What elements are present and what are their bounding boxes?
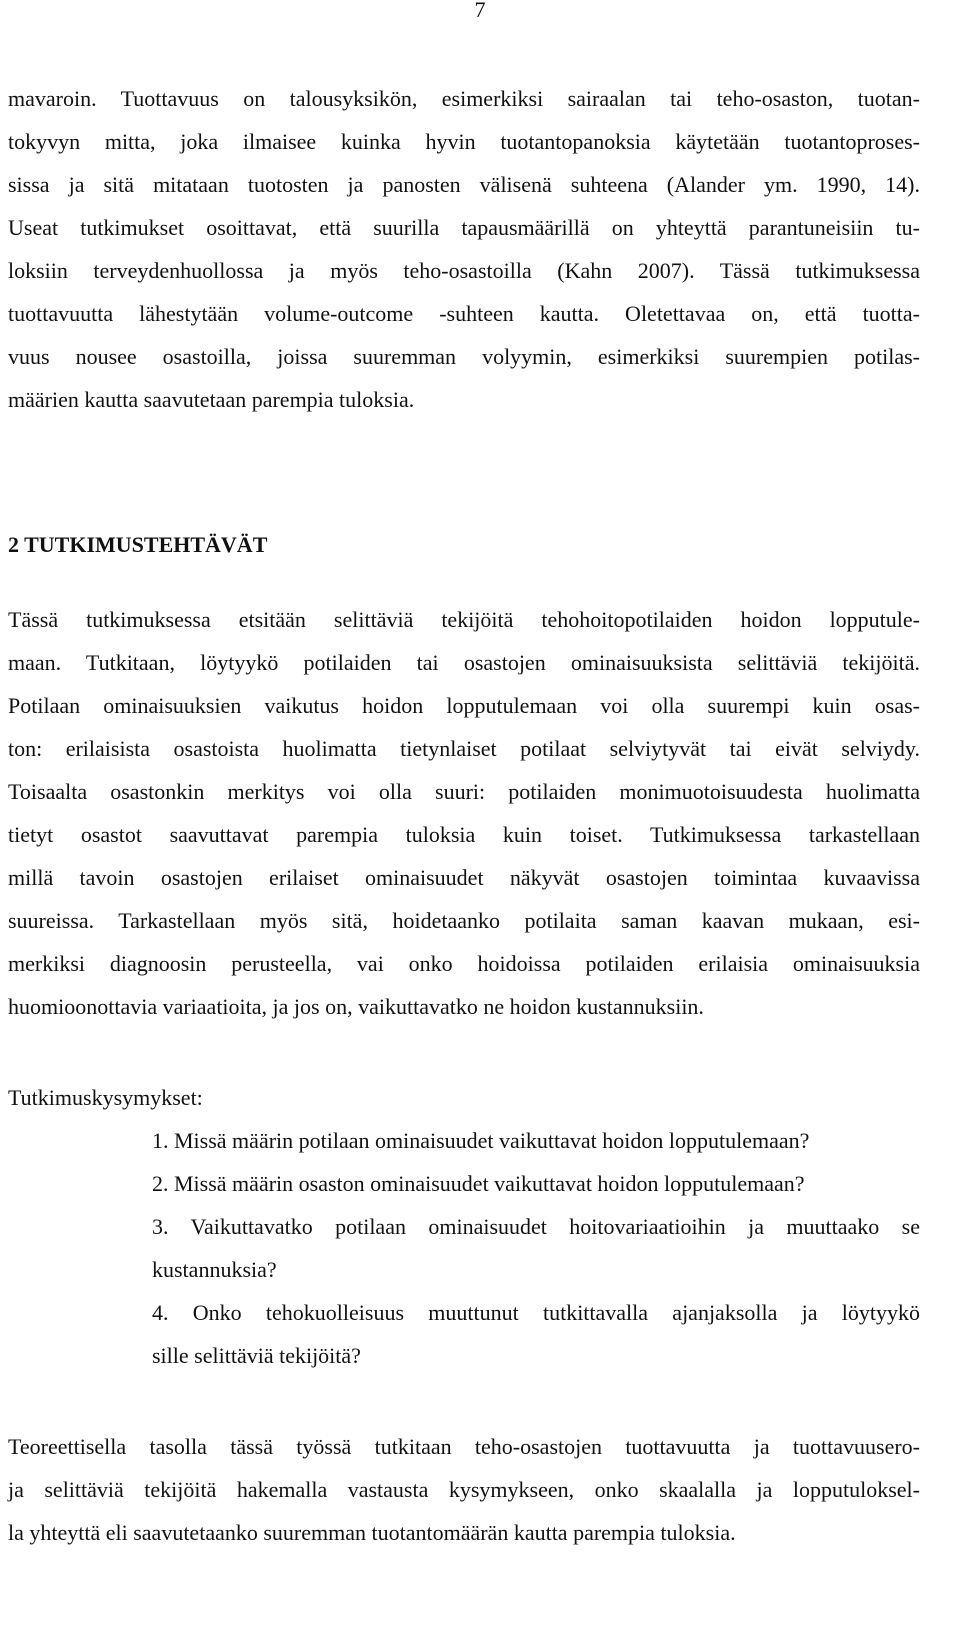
text-line: millä tavoin osastojen erilaiset ominaisuudet näkyvät osastojen toimintaa kuvaavissa [8,865,920,890]
list-item: 3. Vaikuttavatko potilaan ominaisuudet hoitovariaatioihin ja muuttaako se [152,1214,920,1239]
text-line: ton: erilaisista osastoista huolimatta tietynlaiset potilaat selviytyvät tai eivät selviydy. [8,736,920,761]
text-line: merkiksi diagnoosin perusteella, vai onko hoidoissa potilaiden erilaisia ominaisuuksia [8,951,920,976]
text-line: suureissa. Tarkastellaan myös sitä, hoidetaanko potilaita saman kaavan mukaan, esi- [8,908,920,933]
text-line: Potilaan ominaisuuksien vaikutus hoidon lopputulemaan voi olla suurempi kuin osas- [8,693,920,718]
text-line: mavaroin. Tuottavuus on talousyksikön, esimerkiksi sairaalan tai teho-osaston, tuotan- [8,86,920,111]
questions-label: Tutkimuskysymykset: [8,1085,203,1110]
list-item: sille selittäviä tekijöitä? [152,1343,361,1368]
text-line: tietyt osastot saavuttavat parempia tuloksia kuin toiset. Tutkimuksessa tarkastellaan [8,822,920,847]
text-line: määrien kautta saavutetaan parempia tuloksia. [8,387,415,412]
text-line: Useat tutkimukset osoittavat, että suurilla tapausmäärillä on yhteyttä parantuneisiin tu- [8,215,920,240]
text-line: maan. Tutkitaan, löytyykö potilaiden tai osastojen ominaisuuksista selittäviä tekijöitä. [8,650,920,675]
text-line: tokyvyn mitta, joka ilmaisee kuinka hyvin tuotantopanoksia käytetään tuotantoproses- [8,129,920,154]
section-heading: 2 TUTKIMUSTEHTÄVÄT [8,532,268,557]
text-line: ja selittäviä tekijöitä hakemalla vastausta kysymykseen, onko skaalalla ja lopputuloksel- [8,1477,920,1502]
text-line: Toisaalta osastonkin merkitys voi olla suuri: potilaiden monimuotoisuudesta huolimatta [8,779,920,804]
list-item: kustannuksia? [152,1257,277,1282]
text-line: vuus nousee osastoilla, joissa suuremman volyymin, esimerkiksi suurempien potilas- [8,344,920,369]
text-line: Tässä tutkimuksessa etsitään selittäviä tekijöitä tehohoitopotilaiden hoidon lopputule- [8,607,920,632]
text-line: loksiin terveydenhuollossa ja myös teho-osastoilla (Kahn 2007). Tässä tutkimuksessa [8,258,920,283]
list-item: 2. Missä määrin osaston ominaisuudet vaikuttavat hoidon lopputulemaan? [152,1171,805,1196]
text-line: sissa ja sitä mitataan tuotosten ja panosten välisenä suhteena (Alander ym. 1990, 14). [8,172,920,197]
text-line: Teoreettisella tasolla tässä työssä tutkitaan teho-osastojen tuottavuutta ja tuottavuusero- [8,1434,920,1459]
page-number: 7 [474,0,486,22]
text-line: la yhteyttä eli saavutetaanko suuremman tuotantomäärän kautta parempia tuloksia. [8,1520,736,1545]
text-line: tuottavuutta lähestytään volume-outcome -suhteen kautta. Oletettavaa on, että tuotta- [8,301,920,326]
list-item: 4. Onko tehokuolleisuus muuttunut tutkittavalla ajanjaksolla ja löytyykö [152,1300,920,1325]
text-line: huomioonottavia variaatioita, ja jos on, vaikuttavatko ne hoidon kustannuksiin. [8,994,704,1019]
list-item: 1. Missä määrin potilaan ominaisuudet vaikuttavat hoidon lopputulemaan? [152,1128,810,1153]
